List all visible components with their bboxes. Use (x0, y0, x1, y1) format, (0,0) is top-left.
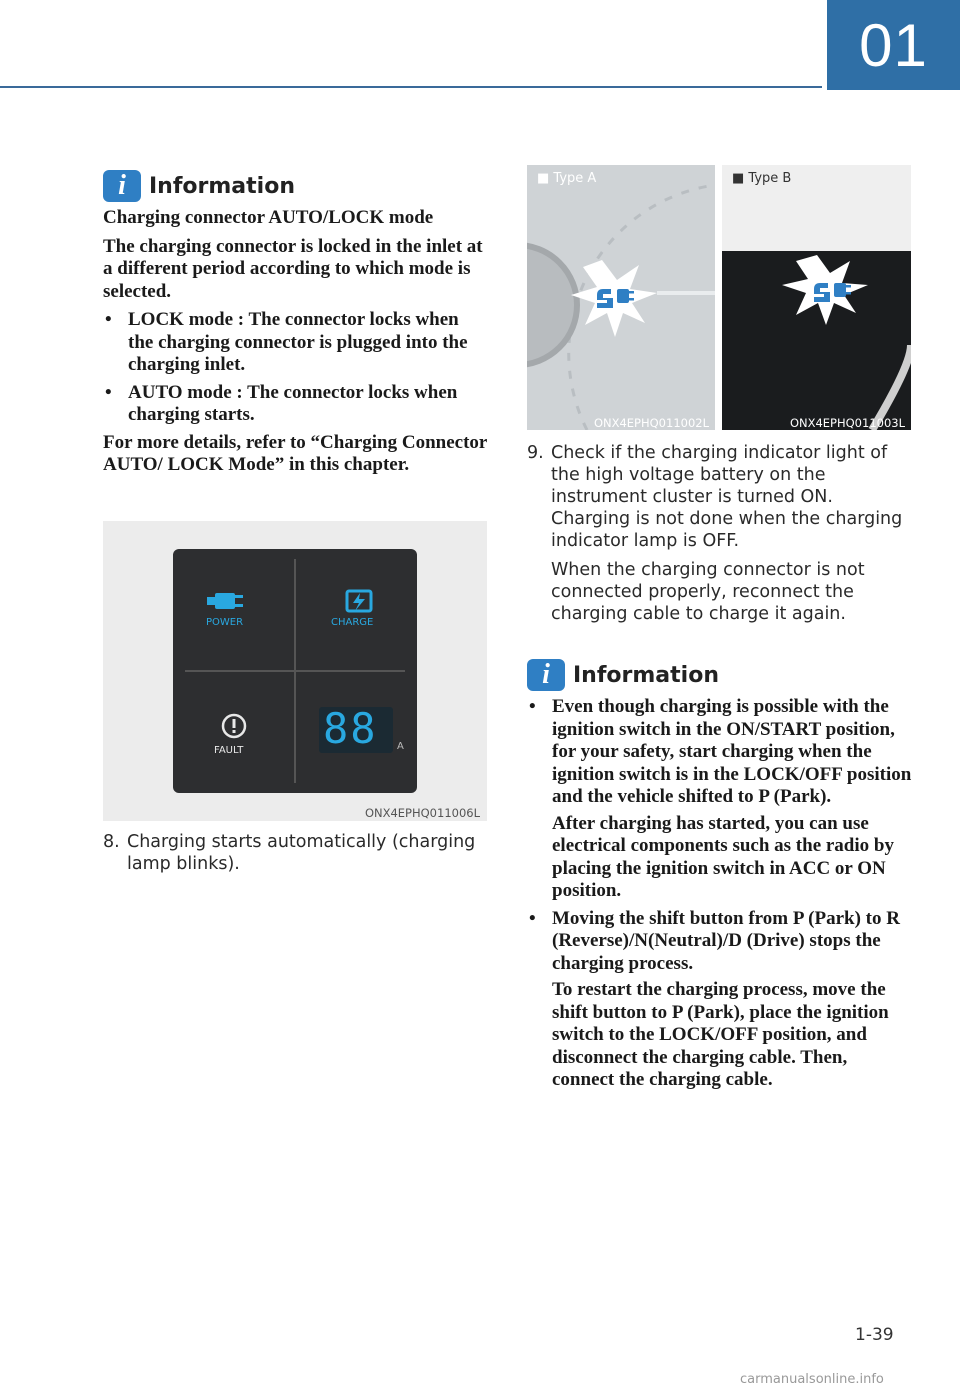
type-a-figure (527, 165, 715, 430)
type-b-figure (722, 165, 911, 430)
right-info-bullet: • Moving the shift button from P (Park) to R (Reverse)/N(Neutral)/D (Drive) stops the charging process. To restart the charging process, move the shift button to P (Park), place the ignition switch to the LOCK/OFF position, and disconnect the charging cable. Then, connect the charging cable. (527, 908, 912, 1092)
step-9 (527, 442, 912, 625)
step-8 (103, 831, 493, 875)
type-a-label: ■ Type A (537, 171, 597, 186)
step-text: Check if the charging indicator light of the high voltage battery on the instrument cluster is turned ON. Charging is not done when the charging indicator lamp is OFF. (551, 443, 903, 551)
chapter-number: 01 (827, 0, 960, 90)
charge-label: CHARGE (331, 617, 374, 628)
step-text: Charging starts automatically (charging lamp blinks). (127, 832, 476, 874)
right-info-header (527, 659, 719, 691)
charging-panel-illustration (103, 521, 487, 821)
left-info-intro: The charging connector is locked in the inlet at a different period according to which mode is selected. (103, 235, 483, 302)
header-rule (0, 86, 822, 88)
page-number: 1-39 (855, 1325, 894, 1345)
right-info-bullet: • Even though charging is possible with the ignition switch in the ON/START position, for your safety, start charging when the ignition switch is in the LOCK/OFF position and the vehicle shifted to P (Park). After charging has started, you can use electrical components such as the radio by placing the ignition switch in ACC or ON position. (527, 696, 912, 903)
info-icon: i (103, 170, 141, 202)
step-subtext: When the charging connector is not connected properly, reconnect the charging cable to charge it again. (551, 560, 865, 624)
type-a-caption: ONX4EPHQ011002L (593, 416, 709, 430)
step-number: 8. (103, 832, 120, 852)
left-info-outro: For more details, refer to “Charging Connector AUTO/ LOCK Mode” in this chapter. (103, 431, 487, 475)
left-info-body (103, 207, 488, 483)
right-info-title: Information (573, 662, 719, 688)
type-a-illustration (527, 165, 715, 430)
amp-unit-label: A (397, 741, 404, 752)
charging-panel-figure (103, 521, 487, 821)
left-info-bullet: • AUTO mode : The connector locks when charging starts. (103, 382, 488, 427)
panel-figure-caption: ONX4EPHQ011006L (364, 806, 480, 820)
right-info-body (527, 696, 912, 1097)
power-label: POWER (206, 617, 244, 628)
left-info-heading: Charging connector AUTO/LOCK mode (103, 207, 434, 228)
type-b-label: ■ Type B (732, 171, 792, 186)
watermark: carmanualsonline.info (740, 1372, 884, 1387)
digit-display: 88 (323, 704, 378, 753)
left-info-bullet: • LOCK mode : The connector locks when the charging connector is plugged into the charging inlet. (103, 309, 488, 377)
info-icon: i (527, 659, 565, 691)
left-info-title: Information (149, 173, 295, 199)
left-info-header (103, 170, 295, 202)
fault-label: FAULT (214, 745, 244, 756)
type-b-caption: ONX4EPHQ011003L (789, 416, 905, 430)
type-b-illustration (722, 165, 911, 430)
step-number: 9. (527, 443, 544, 463)
